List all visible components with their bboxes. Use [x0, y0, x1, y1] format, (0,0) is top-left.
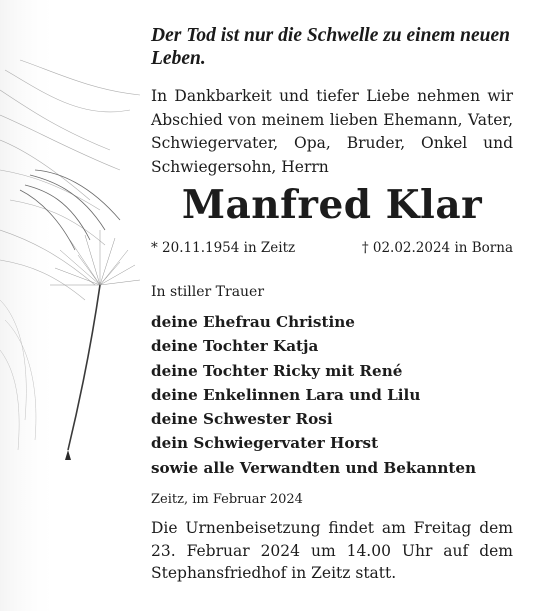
- life-dates: [151, 238, 513, 258]
- mourner-entry: deine Tochter Ricky mit René: [151, 361, 403, 380]
- mourner-entry: deine Schwester Rosi: [151, 410, 333, 429]
- mourner-entry: deine Tochter Katja: [151, 337, 319, 356]
- dandelion-seed-illustration: [0, 0, 170, 611]
- deceased-name: Manfred Klar: [181, 182, 483, 228]
- mourner-entry: sowie alle Verwandten und Bekannten: [151, 458, 477, 477]
- birth-date: * 20.11.1954 in Zeitz: [151, 240, 296, 256]
- burial-notice: Die Urnenbeisetzung findet am Freitag dem 23. Februar 2024 um 14.00 Uhr auf dem Stephansfriedhof in Zeitz statt.: [151, 519, 513, 582]
- motto-quote: Der Tod ist nur die Schwelle zu einem neuen Leben.: [151, 25, 510, 69]
- place-date: Zeitz, im Februar 2024: [151, 492, 303, 507]
- mourner-entry: deine Enkelinnen Lara und Lilu: [151, 385, 421, 404]
- mourning-heading: In stiller Trauer: [151, 284, 265, 300]
- death-date: † 02.02.2024 in Borna: [361, 240, 513, 256]
- mourner-entry: deine Ehefrau Christine: [151, 313, 355, 331]
- mourner-entry: dein Schwiegervater Horst: [151, 434, 379, 453]
- mourners-list: [151, 310, 513, 480]
- intro-text: In Dankbarkeit und tiefer Liebe nehmen wir Abschied von meinem lieben Ehemann, Vater, Schwiegervater, Opa, Bruder, Onkel und Schwiegersohn, Herrn: [151, 87, 513, 176]
